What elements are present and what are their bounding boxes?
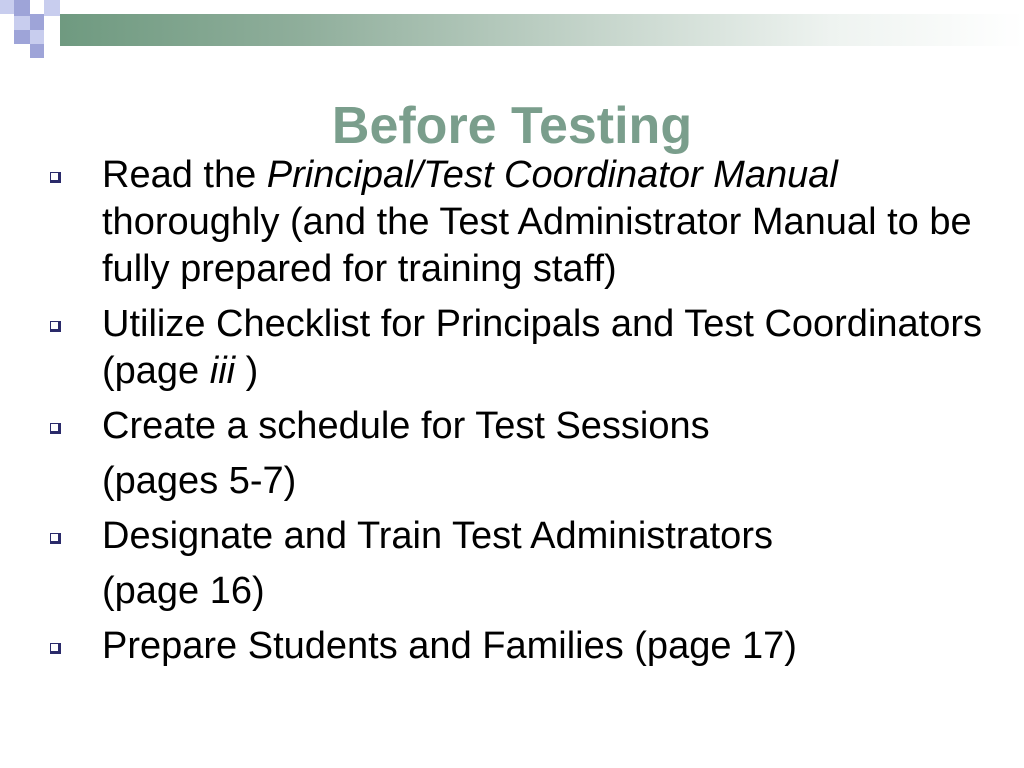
checkbox-bullet-icon: [50, 643, 61, 654]
bullet-text-part: thoroughly (and the Test Administrator Manual to be fully prepared for training staff): [102, 201, 972, 290]
bullet-text: [102, 513, 994, 615]
bullet-continuation: (pages 5-7): [102, 460, 297, 502]
header-gradient-bar: [60, 14, 1024, 46]
bullet-text: [102, 623, 994, 670]
bullet-designate-train: [44, 513, 994, 615]
bullet-read-manual: [44, 152, 994, 293]
checkbox-bullet-icon: [50, 423, 61, 434]
bullet-text: [102, 301, 994, 395]
bullet-create-schedule: [44, 403, 994, 505]
bullet-text-part: Read the: [102, 154, 267, 196]
bullet-text-part: Designate and Train Test Administrators: [102, 515, 773, 557]
bullet-text-part: ): [235, 350, 259, 392]
checkbox-bullet-icon: [50, 533, 61, 544]
bullet-text-part: Prepare Students and Families (page 17): [102, 625, 797, 667]
page-number-italic: iii: [209, 350, 236, 392]
checkbox-bullet-icon: [50, 172, 61, 183]
bullet-prepare-students: [44, 623, 994, 670]
slide-title: Before Testing: [331, 96, 693, 155]
bullet-text: [102, 403, 994, 505]
bullet-text-part: Create a schedule for Test Sessions: [102, 405, 710, 447]
bullet-list: [44, 152, 994, 678]
bullet-text: [102, 152, 994, 293]
manual-title-italic: Principal/Test Coordinator Manual: [266, 154, 838, 196]
bullet-text-part: Utilize Checklist for Principals and Test Coordinators (page: [102, 303, 982, 392]
checkbox-bullet-icon: [50, 321, 61, 332]
bullet-utilize-checklist: [44, 301, 994, 395]
bullet-continuation: (page 16): [102, 570, 265, 612]
